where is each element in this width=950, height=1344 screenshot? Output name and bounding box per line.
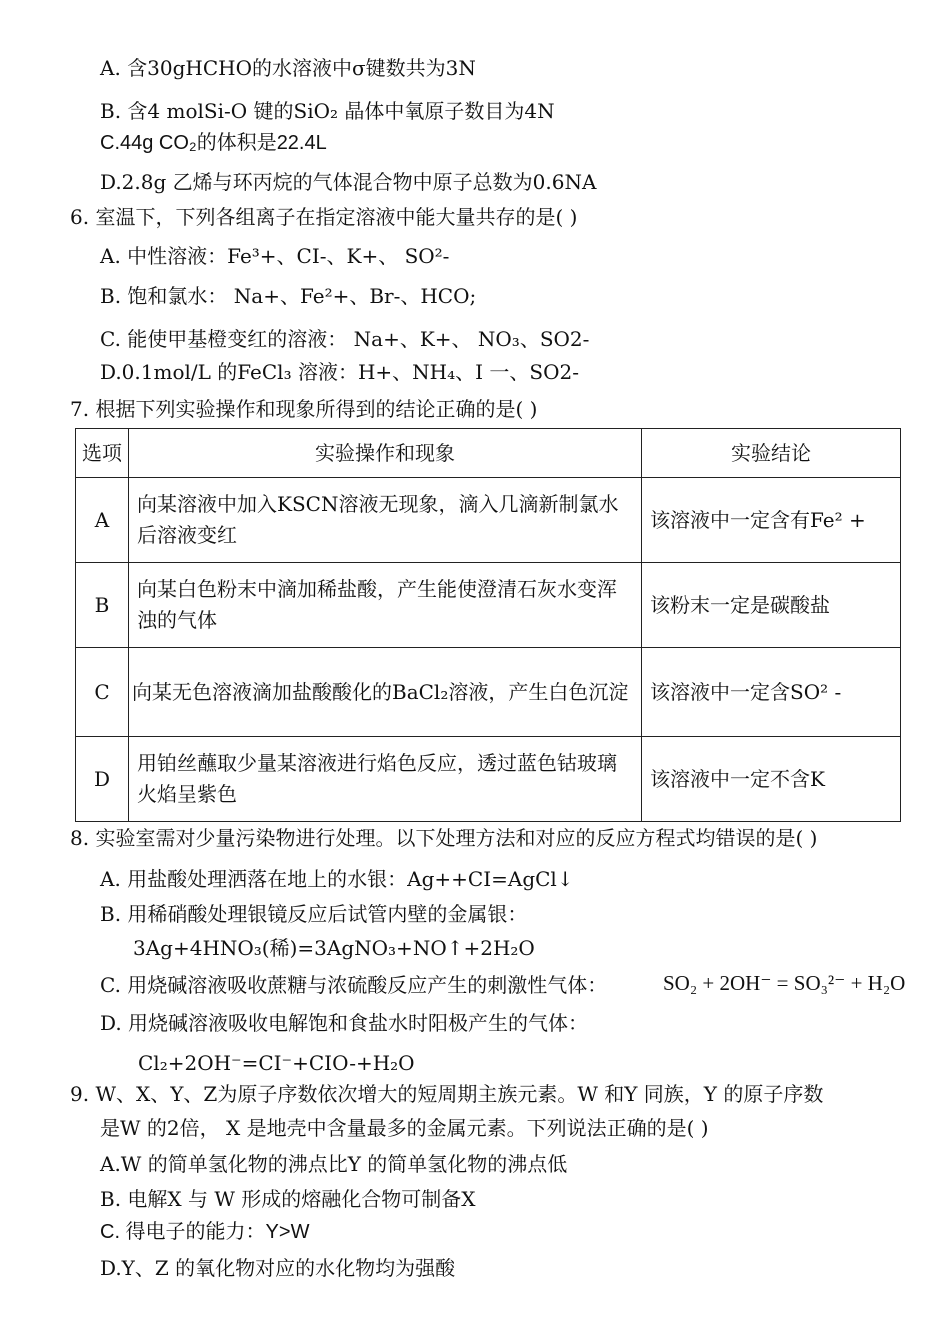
q8-option-c-equation: SO₂ + 2OH⁻ = SO₃²⁻ + H₂O	[663, 971, 906, 995]
q6-option-d: D.0.1mol/L 的FeCl₃ 溶液：H+、NH₄、I 一、SO2-	[100, 360, 579, 384]
q7-stem: 7. 根据下列实验操作和现象所得到的结论正确的是( )	[70, 397, 538, 421]
row-conclusion: 该溶液中一定含有Fe² +	[642, 478, 901, 563]
q5-option-d: D.2.8g 乙烯与环丙烷的气体混合物中原子总数为0.6NA	[100, 170, 597, 194]
q8-option-d: D. 用烧碱溶液吸收电解饱和食盐水时阳极产生的气体：	[100, 1011, 589, 1035]
row-option: B	[76, 563, 129, 648]
q5-option-a: A. 含30gHCHO的水溶液中σ键数共为3N	[100, 56, 476, 80]
row-conclusion: 该溶液中一定不含K	[642, 737, 901, 822]
q9-stem-line2: 是W 的2倍， X 是地壳中含量最多的金属元素。下列说法正确的是( )	[100, 1116, 709, 1140]
row-option: A	[76, 478, 129, 563]
table-row	[76, 648, 901, 737]
row-conclusion: 该溶液中一定含SO² -	[642, 648, 901, 737]
q9-option-d: D.Y、Z 的氧化物对应的水化物均为强酸	[100, 1256, 456, 1280]
q9-option-a: A.W 的简单氢化物的沸点比Y 的简单氢化物的沸点低	[100, 1152, 568, 1176]
table-row	[76, 737, 901, 822]
q9-option-b: B. 电解X 与 W 形成的熔融化合物可制备X	[100, 1187, 476, 1211]
header-conclusion: 实验结论	[642, 429, 901, 478]
q8-option-c: C. 用烧碱溶液吸收蔗糖与浓硫酸反应产生的刺激性气体：	[100, 973, 608, 997]
q9-stem-line1: 9. W、X、Y、Z为原子序数依次增大的短周期主族元素。W 和Y 同族，Y 的原子序数	[70, 1082, 824, 1106]
q8-option-a: A. 用盐酸处理洒落在地上的水银：Ag++CI=AgCl↓	[100, 867, 574, 891]
row-operation: 向某白色粉末中滴加稀盐酸，产生能使澄清石灰水变浑浊的气体	[129, 563, 642, 648]
q6-option-a: A. 中性溶液：Fe³+、CI-、K+、 SO²-	[100, 244, 450, 268]
q8-option-b-equation: 3Ag+4HNO₃(稀)=3AgNO₃+NO↑+2H₂O	[133, 936, 535, 960]
q8-option-d-equation: Cl₂+2OH⁻=CI⁻+CIO-+H₂O	[138, 1051, 415, 1075]
table-row	[76, 478, 901, 563]
q8-stem: 8. 实验室需对少量污染物进行处理。以下处理方法和对应的反应方程式均错误的是( )	[70, 826, 818, 850]
row-operation: 向某溶液中加入KSCN溶液无现象，滴入几滴新制氯水后溶液变红	[129, 478, 642, 563]
row-option: D	[76, 737, 129, 822]
q8-option-b: B. 用稀硝酸处理银镜反应后试管内壁的金属银：	[100, 902, 528, 926]
q7-table	[75, 428, 901, 822]
q5-option-c: C.44g CO₂的体积是22.4L	[100, 132, 327, 154]
row-operation: 用铂丝蘸取少量某溶液进行焰色反应，透过蓝色钴玻璃火焰呈紫色	[129, 737, 642, 822]
q6-option-c: C. 能使甲基橙变红的溶液： Na+、K+、 NO₃、SO2-	[100, 327, 590, 351]
q6-option-b: B. 饱和氯水： Na+、Fe²+、Br-、HCO;	[100, 284, 477, 308]
header-operation: 实验操作和现象	[129, 429, 642, 478]
row-operation: 向某无色溶液滴加盐酸酸化的BaCl₂溶液，产生白色沉淀	[129, 648, 642, 737]
q9-option-c: C. 得电子的能力：Y>W	[100, 1221, 310, 1243]
table-row	[76, 563, 901, 648]
q6-stem: 6. 室温下，下列各组离子在指定溶液中能大量共存的是( )	[70, 205, 578, 229]
table-header-row	[76, 429, 901, 478]
row-option: C	[76, 648, 129, 737]
q5-option-b: B. 含4 molSi-O 键的SiO₂ 晶体中氧原子数目为4N	[100, 99, 555, 123]
header-option: 选项	[76, 429, 129, 478]
row-conclusion: 该粉末一定是碳酸盐	[642, 563, 901, 648]
